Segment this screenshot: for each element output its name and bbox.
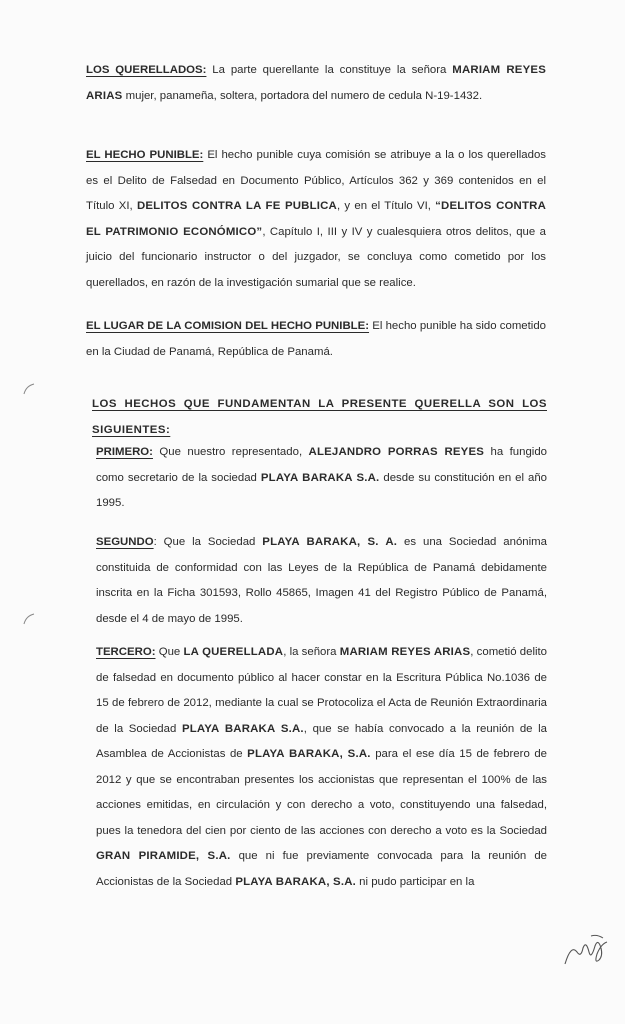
paragraph-lugar: EL LUGAR DE LA COMISION DEL HECHO PUNIBLE: El hecho punible ha sido cometido en la Ciudad de Panamá, República de Panamá. [86,320,547,358]
section-heading: LOS HECHOS QUE FUNDAMENTAN LA PRESENTE QUERELLA SON LOS SIGUIENTES: [92,398,547,436]
initials-signature-icon [561,930,611,970]
label-lugar: EL LUGAR DE LA COMISION DEL HECHO PUNIBLE: [86,320,370,332]
scan-mark-icon [22,612,36,626]
label-primero: PRIMERO: [96,446,153,458]
scan-mark-icon [22,382,36,396]
label-segundo: SEGUNDO [96,536,154,548]
paragraph-hecho-punible: EL HECHO PUNIBLE: El hecho punible cuya comisión se atribuye a la o los querellados es el Delito de Falsedad en Documento Público, Artículos 362 y 369 contenidos en el Título XI, DELITOS CONTRA LA FE PUBLICA, y en el Título VI, “DELITOS CONTRA EL PATRIMONIO ECONÓMICO”, Capítulo I, III y IV y cualesquiera otros delitos, que a juicio del funcionario instructor o del juzgador, se concluya como cometido por los querellados, en razón de la investigación sumarial que se realice. [86,149,546,289]
paragraph-primero: PRIMERO: Que nuestro representado, ALEJANDRO PORRAS REYES ha fungido como secretario de la sociedad PLAYA BARAKA S.A. desde su constitución en el año 1995. [96,446,548,509]
paragraph-querellados: LOS QUERELLADOS: La parte querellante la constituye la señora MARIAM REYES ARIAS mujer, panameña, soltera, portadora del numero de cedula N-19-1432. [86,64,546,102]
paragraph-segundo: SEGUNDO: Que la Sociedad PLAYA BARAKA, S. A. es una Sociedad anónima constituida de conformidad con las Leyes de la República de Panamá debidamente inscrita en la Ficha 301593, Rollo 45865, Imagen 41 del Registro Público de Panamá, desde el 4 de mayo de 1995. [96,536,547,625]
paragraph-tercero: TERCERO: Que LA QUERELLADA, la señora MARIAM REYES ARIAS, cometió delito de falsedad en documento público al hacer constar en la Escritura Pública No.1036 de 15 de febrero de 2012, mediante la cual se Protocoliza el Acta de Reunión Extraordinaria de la Sociedad PLAYA BARAKA S.A., que se había convocado a la reunión de la Asamblea de Accionistas de PLAYA BARAKA, S.A. para el ese día 15 de febrero de 2012 y que se encontraban presentes los accionistas que representan el 100% de las acciones emitidas, en circulación y con derecho a voto, constituyendo una falsedad, pues la tenedora del cien por ciento de las acciones con derecho a voto es la Sociedad GRAN PIRAMIDE, S.A. que ni fue previamente convocada para la reunión de Accionistas de la Sociedad PLAYA BARAKA, S.A. ni pudo participar en la [96,646,548,888]
label-tercero: TERCERO: [96,646,156,658]
label-hecho-punible: EL HECHO PUNIBLE: [86,149,204,161]
label-querellados: LOS QUERELLADOS: [86,64,207,76]
